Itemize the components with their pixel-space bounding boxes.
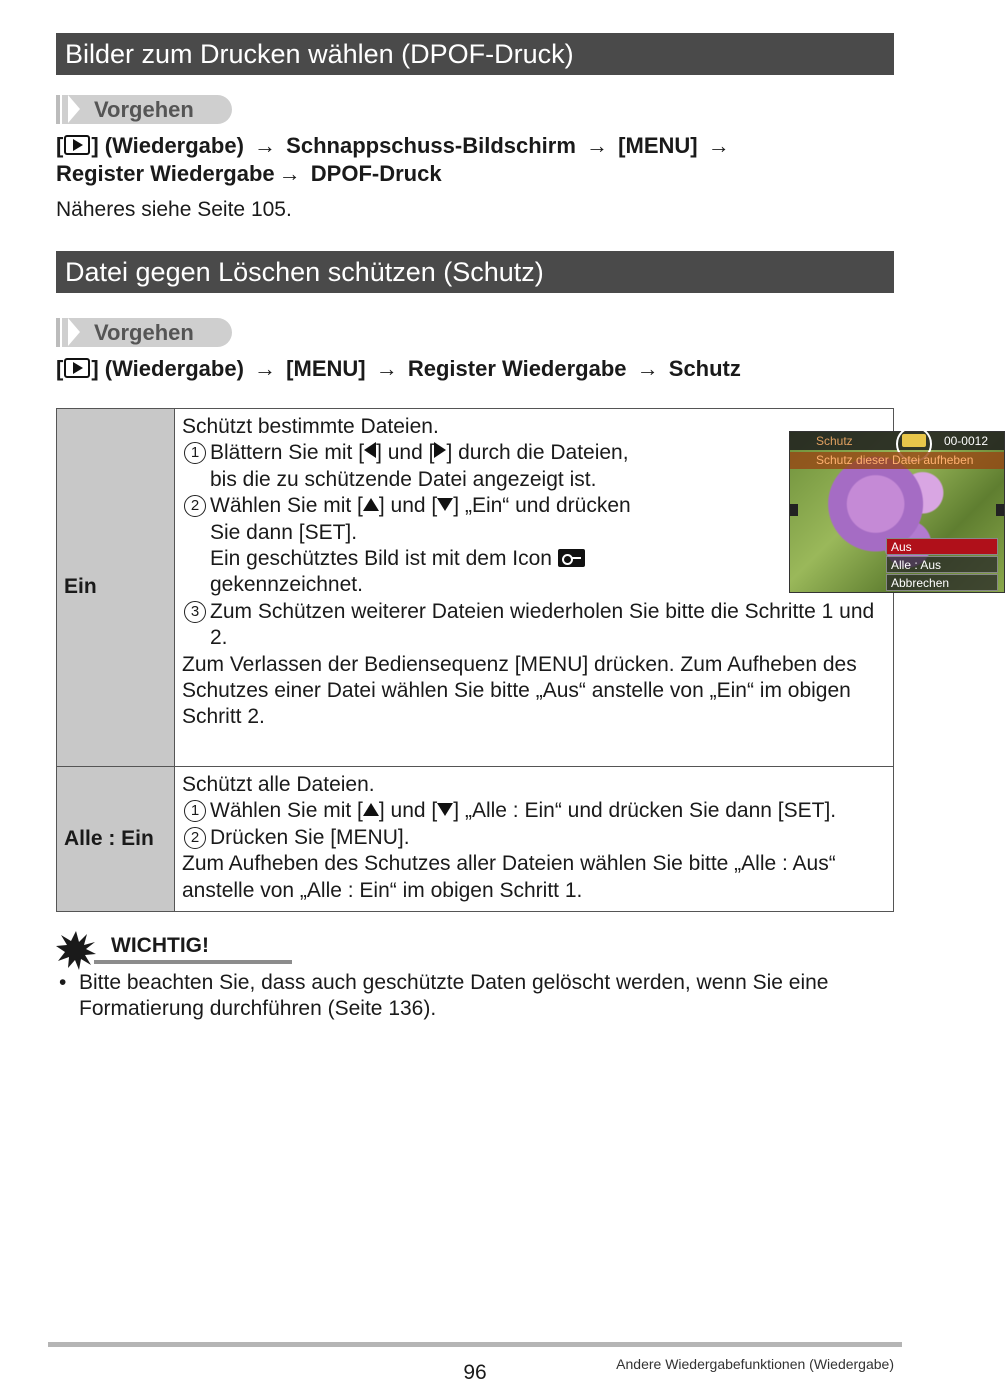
screen-mode-label: Schutz (816, 434, 853, 448)
vorgehen-arrow-icon (68, 95, 80, 123)
arrow-icon: → (254, 356, 277, 381)
chapter-title: Andere Wiedergabefunktionen (Wiedergabe) (616, 1356, 894, 1372)
protect-options-table (56, 408, 988, 912)
procedure-dpof-line2 (56, 160, 442, 188)
step-text-part: ] „Alle : Ein“ und drücken Sie dann [SET]. (453, 799, 837, 823)
screen-banner: Schutz dieser Datei aufheben (790, 452, 1004, 469)
procedure-dpof-line1 (56, 132, 734, 160)
down-arrow-icon (437, 498, 453, 511)
step-number: 2 (184, 495, 206, 517)
step-text-part: ] durch die Dateien, bis die zu schützende Datei angezeigt ist. (210, 441, 629, 491)
option-intro: Schützt alle Dateien. (182, 773, 375, 796)
arrow-icon: → (375, 356, 398, 381)
option-outro: Zum Verlassen der Bediensequenz [MENU] drücken. Zum Aufheben des Schutzes einer Datei wählen Sie bitte „Aus“ anstelle von „Ein“ im obigen Schritt 2. (182, 652, 857, 729)
left-nav-icon (790, 504, 798, 516)
vorgehen-stripe (56, 95, 62, 124)
down-arrow-icon (437, 803, 453, 816)
step-text (210, 798, 885, 824)
step-text-part: Wählen Sie mit [ (210, 494, 363, 518)
warning-burst-icon (56, 930, 96, 970)
step-text (210, 493, 652, 599)
step-text-part: Wählen Sie mit [ (210, 799, 363, 823)
step-text (210, 440, 652, 493)
important-text: Bitte beachten Sie, dass auch geschützte Daten gelöscht werden, wenn Sie eine Formatierung durchführen (Seite 136). (79, 971, 829, 1021)
table-row-alle-ein (57, 767, 894, 912)
step-item (182, 825, 885, 851)
footer-divider (48, 1342, 902, 1347)
vorgehen-stripe (56, 318, 62, 347)
step-item (182, 493, 652, 599)
vorgehen-label (56, 318, 232, 347)
important-heading (56, 930, 256, 970)
screen-menu-item: Abbrechen (886, 574, 998, 591)
option-outro: Zum Aufheben des Schutzes aller Dateien wählen Sie bitte „Alle : Aus“ anstelle von „Alle : Ein“ im obigen Schritt 1. (182, 852, 836, 902)
screen-menu (886, 538, 998, 592)
page-number: 96 (463, 1361, 487, 1384)
screen-file-number: 00-0012 (943, 434, 988, 448)
step-text-part: ] und [ (376, 441, 435, 465)
step-item (182, 599, 885, 652)
screen-menu-item: Aus (886, 538, 998, 555)
arrow-icon: → (636, 356, 659, 381)
procedure-step: DPOF-Druck (310, 161, 442, 186)
procedure-step: [MENU] (286, 356, 366, 381)
screen-menu-item: Alle : Aus (886, 556, 998, 573)
arrow-icon: → (254, 133, 277, 158)
step-item (182, 440, 652, 493)
step-text: Zum Schützen weiterer Dateien wiederholen Sie bitte die Schritte 1 und 2. (210, 599, 875, 650)
up-arrow-icon (363, 498, 379, 511)
step-text-part: ] und [ (378, 799, 438, 823)
step-text-part: Blättern Sie mit [ (210, 441, 365, 465)
important-underline (94, 960, 292, 964)
play-icon (64, 135, 90, 155)
see-page-note: Näheres siehe Seite 105. (56, 198, 292, 221)
step-text-part: Ein geschütztes Bild ist mit dem Icon (210, 547, 552, 571)
bullet-dot: • (59, 971, 67, 994)
arrow-icon: → (707, 133, 730, 158)
step-number: 1 (184, 442, 206, 464)
procedure-step: ] (Wiedergabe) (91, 133, 244, 158)
play-icon (64, 358, 90, 378)
procedure-step: ] (Wiedergabe) (91, 356, 244, 381)
step-text-part: ] und [ (378, 494, 438, 518)
key-icon (558, 549, 585, 567)
section-title-schutz: Datei gegen Löschen schützen (Schutz) (56, 251, 894, 293)
vorgehen-text: Vorgehen (94, 320, 194, 345)
step-item (182, 798, 885, 824)
arrow-icon: → (586, 133, 609, 158)
right-arrow-icon (434, 442, 446, 458)
procedure-schutz (56, 355, 741, 383)
option-label: Alle : Ein (57, 767, 175, 912)
option-description (175, 409, 988, 767)
step-text-part: gekennzeichnet. (210, 573, 363, 597)
option-label: Ein (57, 409, 175, 767)
vorgehen-text: Vorgehen (94, 97, 194, 122)
procedure-step: [MENU] (618, 133, 698, 158)
vorgehen-label (56, 95, 232, 124)
vorgehen-arrow-icon (68, 318, 80, 346)
up-arrow-icon (363, 803, 379, 816)
right-nav-icon (996, 504, 1004, 516)
step-number: 3 (184, 601, 206, 623)
option-description (175, 767, 894, 912)
step-number: 1 (184, 800, 206, 822)
procedure-step: Register Wiedergabe (56, 161, 275, 186)
important-note (56, 970, 896, 1023)
left-arrow-icon (364, 442, 376, 458)
table-row-ein (57, 409, 894, 767)
step-number: 2 (184, 827, 206, 849)
section-title-dpof: Bilder zum Drucken wählen (DPOF-Druck) (56, 33, 894, 75)
step-text: Drücken Sie [MENU]. (210, 825, 410, 849)
step-text-part: ] „Ein“ und drücken Sie dann [SET]. (210, 494, 631, 544)
bracket: [ (56, 356, 64, 381)
important-title: WICHTIG! (111, 934, 209, 957)
arrow-icon: → (278, 161, 301, 186)
procedure-step: Register Wiedergabe (407, 356, 627, 381)
bracket: [ (56, 133, 64, 158)
procedure-step: Schnappschuss-Bildschirm (286, 133, 576, 158)
camera-screen-image (789, 431, 1005, 593)
option-intro: Schützt bestimmte Dateien. (182, 415, 439, 438)
procedure-step: Schutz (668, 356, 741, 381)
